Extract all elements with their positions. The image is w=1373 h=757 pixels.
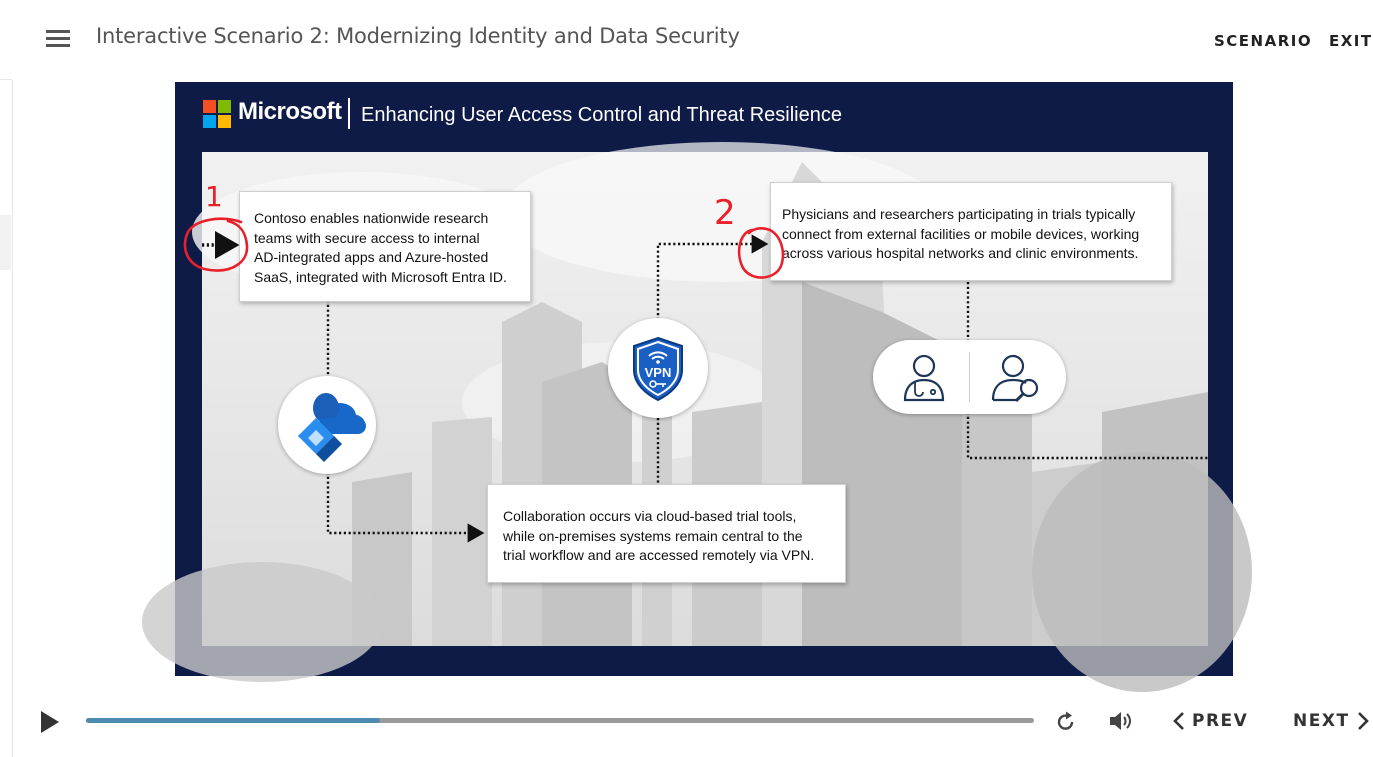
- progress-fill: [86, 718, 380, 723]
- callout-text: connect from external facilities or mobile devices, working: [782, 225, 1140, 242]
- divider: [0, 79, 12, 80]
- slide-title: Enhancing User Access Control and Threat Resilience: [361, 104, 842, 126]
- divider: [12, 80, 13, 757]
- callout-text: Collaboration occurs via cloud-based trial tools,: [503, 508, 797, 524]
- scenario-button[interactable]: SCENARIO: [1214, 32, 1313, 50]
- divider: [969, 352, 970, 402]
- volume-icon[interactable]: [1108, 709, 1134, 733]
- callout-text: trial workflow and are accessed remotely via VPN.: [503, 547, 815, 563]
- callout-text: Physicians and researchers participating in trials typically: [782, 206, 1136, 222]
- callout-collaboration-vpn: [487, 484, 846, 583]
- annotation-number-2: 2: [714, 193, 736, 233]
- callout-text: while on-premises systems remain central to the: [503, 527, 803, 544]
- progress-bar[interactable]: [86, 718, 1034, 723]
- divider: [348, 98, 350, 129]
- callout-text: across various hospital networks and clinic environments.: [782, 245, 1139, 261]
- hamburger-menu-icon[interactable]: [46, 30, 72, 48]
- callout-text: teams with secure access to internal: [254, 229, 480, 246]
- prev-label: PREV: [1192, 711, 1249, 731]
- chevron-left-icon: [1172, 711, 1186, 731]
- vpn-shield-icon: [608, 318, 708, 418]
- doctor-icon: [895, 348, 953, 406]
- researcher-icon: [987, 348, 1047, 406]
- callout-entra-access: [239, 191, 531, 302]
- prev-button[interactable]: [1172, 711, 1248, 731]
- player-controls: [0, 690, 1363, 757]
- slide: [175, 82, 1233, 676]
- callout-external-access: [770, 182, 1172, 281]
- side-panel-handle[interactable]: [0, 215, 11, 270]
- chevron-right-icon: [1356, 711, 1370, 731]
- callout-text: Contoso enables nationwide research: [254, 210, 489, 226]
- callout-text: AD-integrated apps and Azure-hosted: [254, 249, 489, 265]
- top-bar: [0, 0, 1373, 80]
- vpn-label: VPN: [644, 365, 672, 380]
- entra-id-icon: [278, 376, 376, 474]
- annotation-number-1: 1: [205, 180, 223, 213]
- user-roles-pill: [873, 340, 1066, 414]
- replay-icon[interactable]: [1054, 710, 1078, 734]
- page-title: Interactive Scenario 2: Modernizing Identity and Data Security: [96, 24, 740, 48]
- exit-button[interactable]: EXIT: [1329, 32, 1373, 50]
- brand-name: Microsoft: [238, 98, 342, 125]
- play-icon[interactable]: [38, 710, 62, 734]
- microsoft-logo-icon: [203, 100, 231, 128]
- next-label: NEXT: [1293, 711, 1350, 731]
- callout-text: SaaS, integrated with Microsoft Entra ID.: [254, 268, 507, 285]
- slide-canvas: [202, 152, 1208, 646]
- next-button[interactable]: [1293, 711, 1370, 731]
